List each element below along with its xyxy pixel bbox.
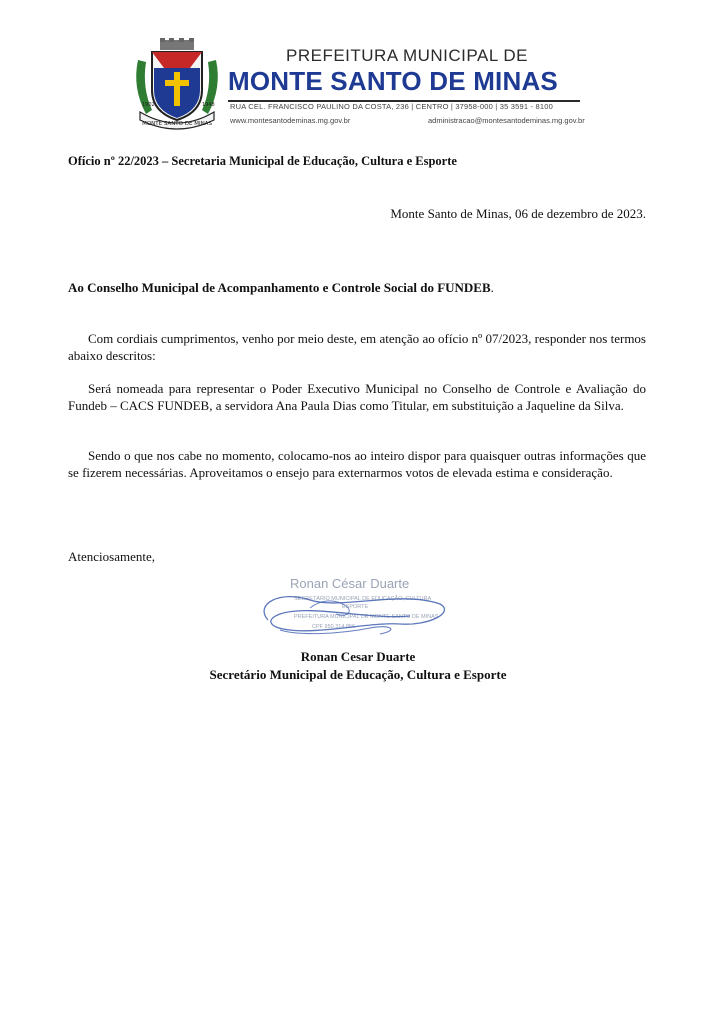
svg-text:Ronan César Duarte: Ronan César Duarte [290, 576, 410, 591]
signer-name: Ronan Cesar Duarte [300, 649, 416, 664]
recipient-line [68, 280, 494, 296]
letterhead [130, 38, 590, 130]
svg-text:1948: 1948 [202, 102, 215, 108]
signature-stamp [250, 560, 460, 648]
svg-text:MONTE SANTO DE MINAS: MONTE SANTO DE MINAS [142, 121, 212, 127]
city-name: MONTE SANTO DE MINAS [228, 66, 558, 96]
svg-text:PREFEITURA MUNICIPAL DE MONTE: PREFEITURA MUNICIPAL DE MONTE SANTO DE MINAS [294, 614, 439, 620]
recipient-name: Ao Conselho Municipal de Acompanhamento e Controle Social do FUNDEB [68, 280, 491, 295]
svg-text:CPF 950.314.856: CPF 950.314.856 [312, 624, 356, 630]
website-link[interactable]: www.montesantodeminas.mg.gov.br [230, 116, 351, 125]
svg-text:SECRETÁRIO MUNICIPAL DE EDUCAÇ: SECRETÁRIO MUNICIPAL DE EDUCAÇÃO, CULTURA [294, 596, 432, 602]
recipient-period: . [490, 280, 494, 295]
prefeitura-label: PREFEITURA MUNICIPAL DE [286, 46, 528, 65]
address-line: RUA CEL. FRANCISCO PAULINO DA COSTA, 236 | CENTRO | 37958-000 | 35 3591 - 8100 [230, 102, 553, 111]
closing-salutation: Atenciosamente, [68, 549, 155, 564]
signer-block [150, 648, 566, 684]
paragraph-1: Com cordiais cumprimentos, venho por meio deste, em atenção ao ofício nº 07/2023, responder nos termos abaixo descritos: [68, 331, 646, 364]
svg-text:ESPORTE: ESPORTE [342, 604, 369, 610]
email-link[interactable]: administracao@montesantodeminas.mg.gov.br [428, 116, 585, 125]
signer-title: Secretário Municipal de Educação, Cultura e Esporte [209, 667, 507, 682]
municipal-crest-logo [130, 38, 224, 130]
oficio-heading: Ofício nº 22/2023 – Secretaria Municipal de Educação, Cultura e Esporte [68, 154, 457, 168]
paragraph-2: Será nomeada para representar o Poder Executivo Municipal no Conselho de Controle e Avaliação do Fundeb – CACS FUNDEB, a servidora Ana Paula Dias como Titular, em substituição a Jaqueline da Silva. [68, 381, 646, 414]
paragraph-3: Sendo o que nos cabe no momento, colocamo-nos ao inteiro dispor para quaisquer outras informações que se fizerem necessárias. Aproveitamos o ensejo para externarmos votos de elevada estima e consideração. [68, 448, 646, 481]
document-date: Monte Santo de Minas, 06 de dezembro de 2023. [390, 206, 646, 221]
svg-text:1902: 1902 [142, 102, 155, 108]
